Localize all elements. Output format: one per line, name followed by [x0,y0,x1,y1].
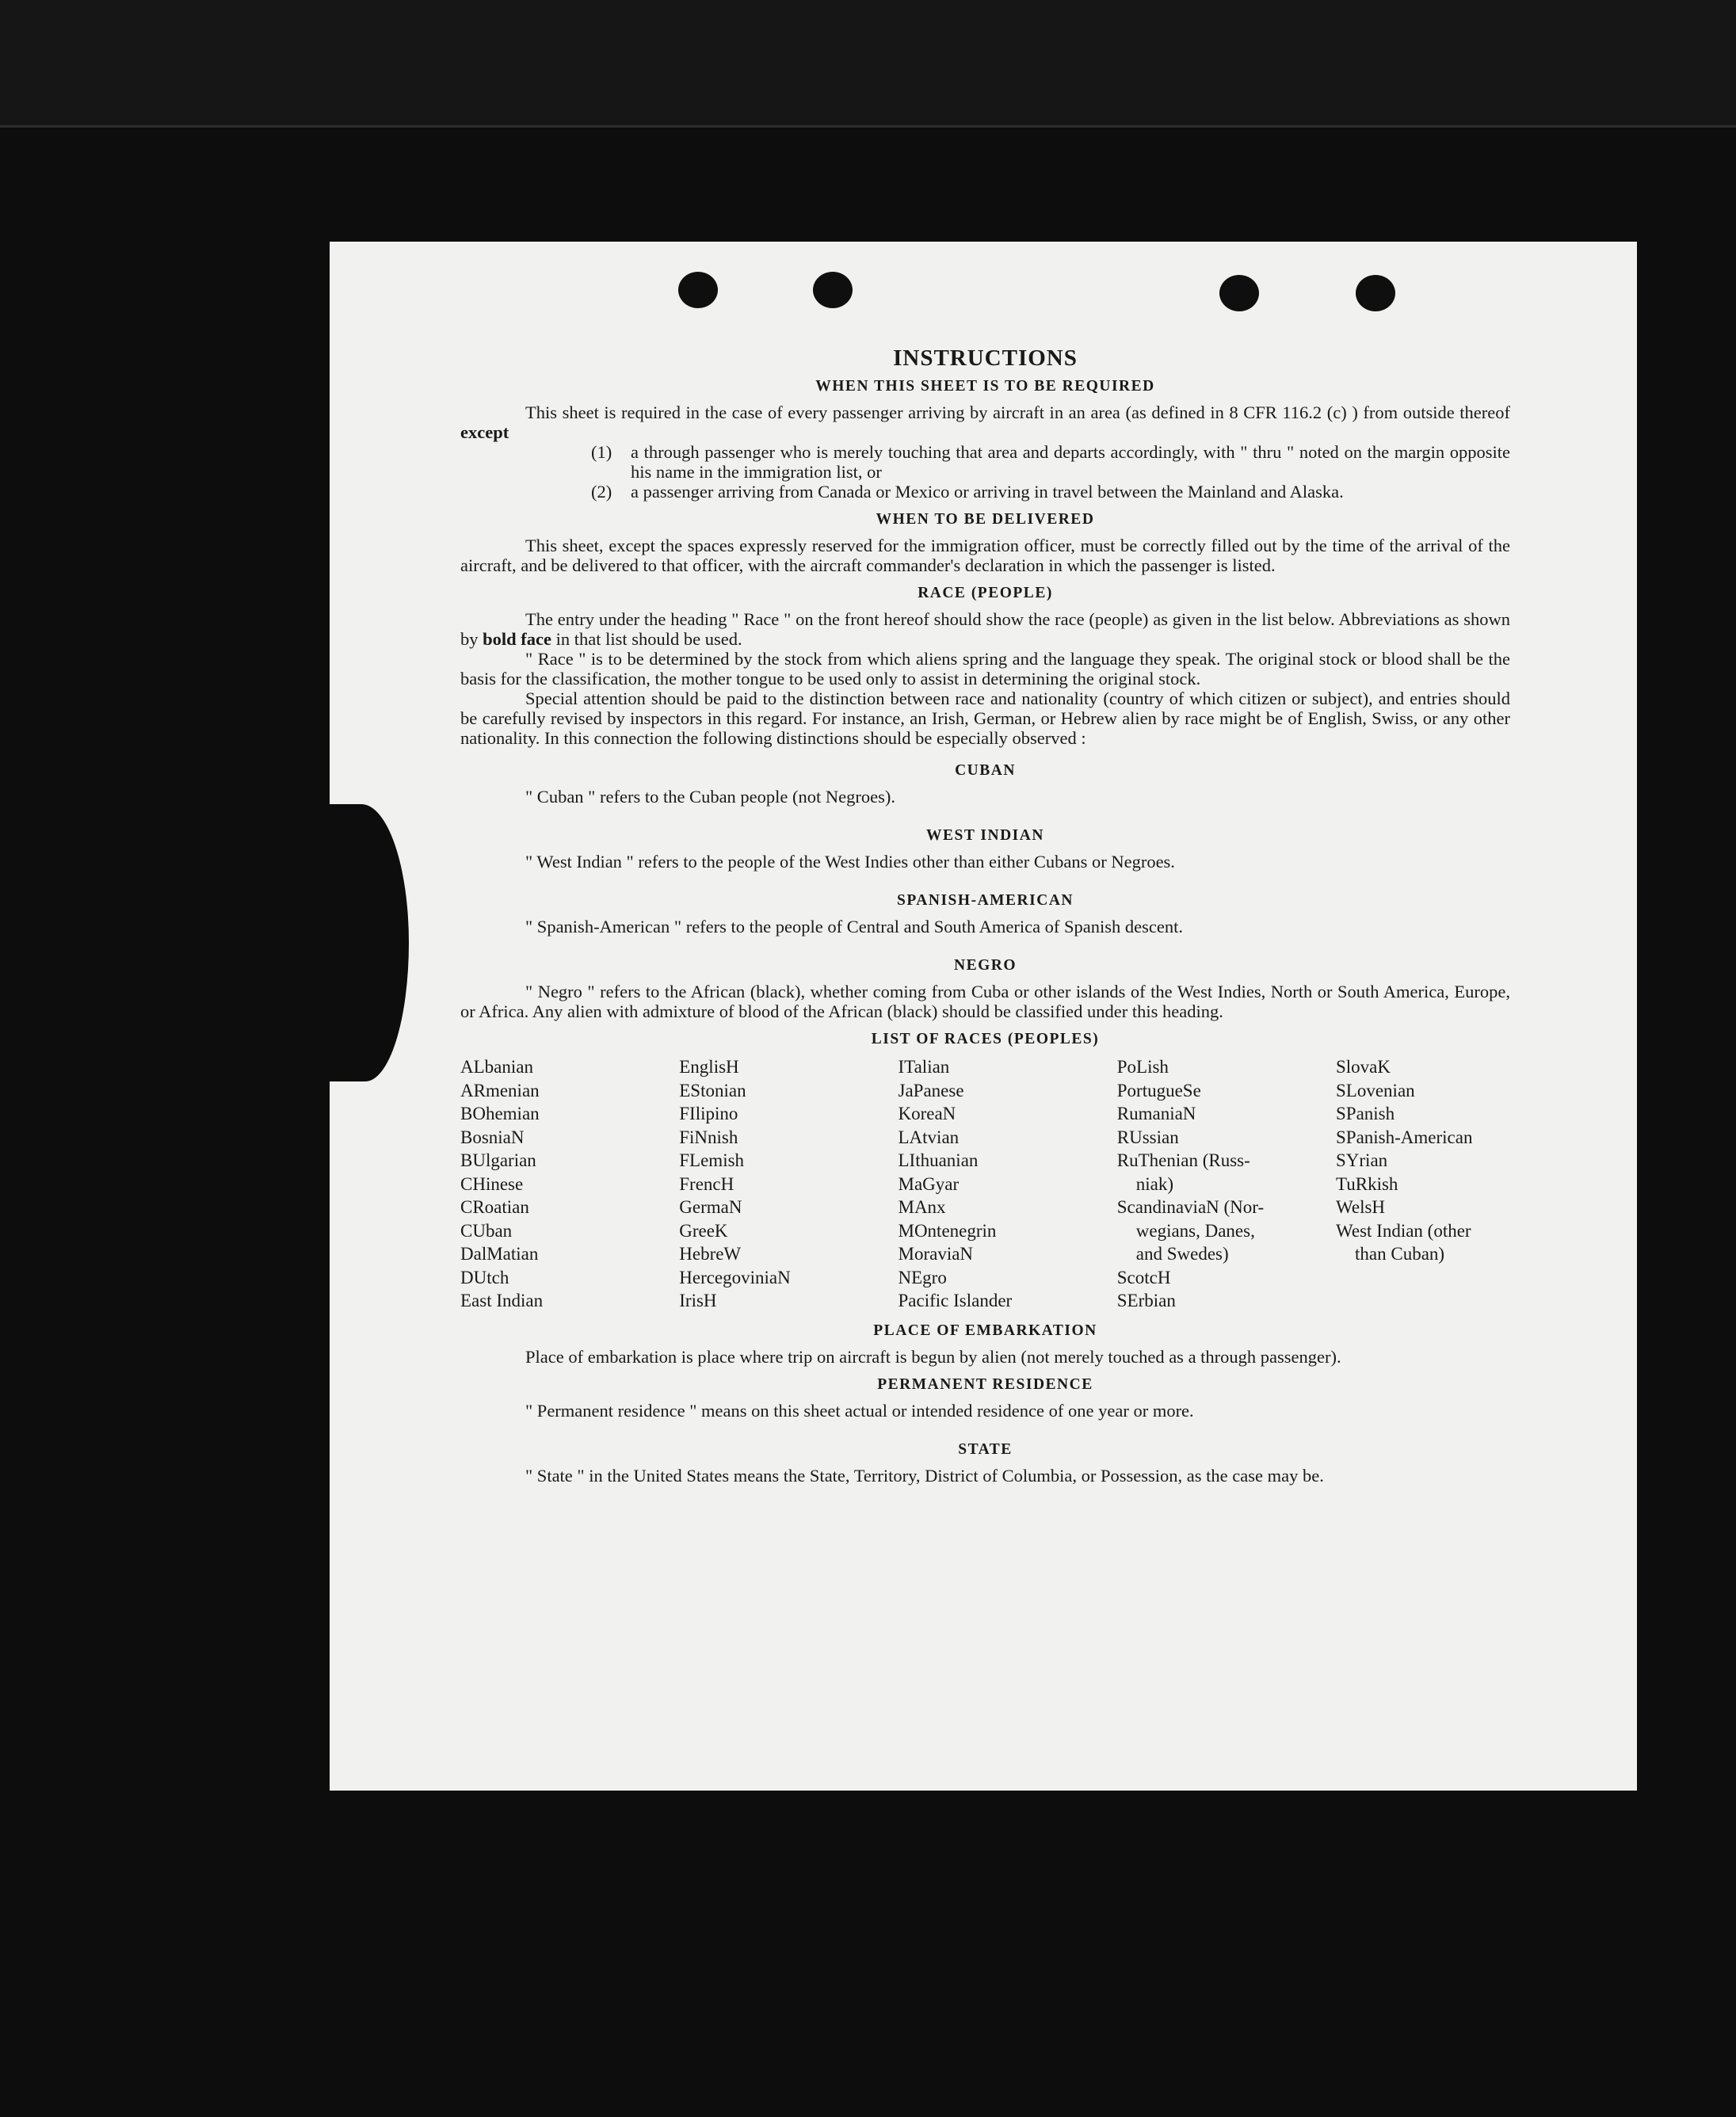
race-entry: East Indian [460,1291,544,1310]
punch-hole [1356,275,1395,311]
race-entry: BUlgarian [460,1150,536,1170]
paragraph: " Spanish-American " refers to the people of Central and South America of Spanish descent. [525,917,1184,936]
race-entry: DUtch [460,1267,509,1287]
punch-hole [678,272,718,308]
race-entry: SErbian [1116,1291,1176,1310]
section-heading: WHEN TO BE DELIVERED [876,511,1095,528]
torn-edge [330,804,409,1081]
race-entry-continued: niak) [1135,1173,1174,1194]
race-entry: EnglisH [679,1057,739,1077]
section-heading: LIST OF RACES (PEOPLES) [871,1031,1100,1047]
race-entry: ITalian [898,1057,950,1077]
race-entry: GermaN [679,1197,742,1217]
paragraph: Special attention should be paid to the distinction between race and nationality (country of which citizen or subject), and entries should be carefully revised by inspectors in this regard. For instance, an Irish, German, or Hebrew alien by race might be of English, Swiss, or any other nationality. In this connection the following distinctions should be especially observed : [460,689,1510,748]
race-entry: MaGyar [898,1173,960,1194]
race-entry: DalMatian [460,1244,539,1264]
race-entry: GreeK [679,1220,728,1241]
race-text: The entry under the heading " Race " on the front hereof should show the race (people) as given in the list below. Abbreviations as shown by [460,609,1510,649]
race-entry: ScotcH [1116,1267,1171,1287]
race-list [460,1055,1510,1313]
race-entry: MAnx [898,1197,946,1217]
race-entry: SLovenian [1336,1080,1415,1100]
race-entry: BOhemian [460,1104,540,1123]
paragraph: This sheet, except the spaces expressly reserved for the immigration officer, must be correctly filled out by the time of the arrival of the aircraft, and be delivered to that officer, with the aircraft commander's declaration in which the passenger is listed. [460,536,1510,575]
section-heading: CUBAN [955,762,1016,779]
race-column [679,1055,893,1313]
race-entry: West Indian (other [1336,1220,1471,1241]
race-entry-continued: and Swedes) [1135,1244,1229,1264]
item-number: (2) [591,482,612,502]
race-text: in that list should be used. [555,629,742,649]
film-border-top [0,0,1736,127]
race-entry: FrencH [679,1173,734,1194]
section-heading: PLACE OF EMBARKATION [873,1322,1097,1339]
list-item [591,482,1510,502]
race-entry: NEgro [898,1267,947,1287]
race-column [899,1055,1112,1313]
race-entry: KoreaN [898,1104,956,1123]
race-entry: IrisH [679,1291,717,1310]
intro-bold: except [460,422,509,442]
section-heading: WEST INDIAN [926,827,1044,844]
race-entry: SYrian [1336,1150,1388,1170]
paragraph: " Negro " refers to the African (black), whether coming from Cuba or other islands of the West Indies, North or South America, Europe, or Africa. Any alien with admixture of blood of the African (black) should be classified under this heading. [460,982,1510,1021]
race-entry: WelsH [1336,1197,1386,1217]
race-entry: ALbanian [460,1057,533,1077]
race-column [1336,1055,1510,1313]
race-entry: FLemish [679,1150,745,1170]
paragraph: " West Indian " refers to the people of the West Indies other than either Cubans or Negroes. [525,852,1175,872]
paragraph [460,402,1510,442]
race-column [460,1055,674,1313]
race-entry-continued: wegians, Danes, [1135,1220,1255,1241]
race-entry: CHinese [460,1173,524,1194]
paragraph: " Race " is to be determined by the stock from which aliens spring and the language they speak. The original stock or blood shall be the basis for the classification, the mother tongue to be used only to assist in determining the original stock. [460,649,1510,689]
section-heading: PERMANENT RESIDENCE [877,1375,1093,1393]
race-entry: PortugueSe [1116,1080,1201,1100]
race-entry: RuThenian (Russ- [1116,1150,1250,1170]
race-entry: LIthuanian [898,1150,979,1170]
race-entry: EStonian [679,1080,746,1100]
section-heading: RACE (PEOPLE) [918,585,1053,601]
spacer [460,1421,1510,1432]
race-entry: Pacific Islander [898,1291,1013,1310]
race-entry: RUssian [1116,1127,1179,1147]
section-heading: STATE [958,1440,1013,1458]
section-heading: NEGRO [953,957,1017,974]
item-text: a through passenger who is merely touching that area and departs accordingly, with " thru " noted on the margin opposite his name in the immigration list, or [631,442,1510,482]
race-bold: bold face [483,629,551,649]
paragraph: " Permanent residence " means on this sheet actual or intended residence of one year or more. [525,1400,1194,1421]
item-number: (1) [591,442,612,462]
intro-text: This sheet is required in the case of every passenger arriving by aircraft in an area (as defined in 8 CFR 116.2 (c) ) from outside thereof [525,402,1510,422]
race-entry: CRoatian [460,1197,529,1217]
paragraph: " State " in the United States means the State, Territory, District of Columbia, or Possession, as the case may be. [525,1465,1324,1486]
race-entry: HercegoviniaN [679,1267,791,1287]
race-entry: RumaniaN [1116,1104,1196,1123]
page-title: INSTRUCTIONS [893,345,1078,371]
race-entry: FIlipino [679,1104,738,1123]
race-entry: TuRkish [1336,1173,1398,1194]
item-text: a passenger arriving from Canada or Mexico or arriving in travel between the Mainland and Alaska. [631,482,1344,502]
race-entry: HebreW [679,1244,742,1264]
spacer [460,936,1510,948]
paragraph [460,609,1510,649]
spacer [460,807,1510,818]
document-sheet [330,242,1637,1791]
list-item [591,442,1510,482]
punch-hole [1219,275,1259,311]
race-entry: ScandinaviaN (Nor- [1116,1197,1265,1217]
section-heading: SPANISH-AMERICAN [897,892,1074,909]
race-entry-continued: than Cuban) [1355,1244,1445,1264]
paragraph: Place of embarkation is place where trip on aircraft is begun by alien (not merely touched as a through passenger). [525,1346,1341,1367]
race-entry: PoLish [1116,1057,1169,1077]
race-entry: SPanish [1336,1104,1395,1123]
race-entry: FiNnish [679,1127,738,1147]
punch-hole [813,272,853,308]
race-entry: LAtvian [898,1127,960,1147]
race-entry: SlovaK [1336,1057,1391,1077]
race-entry: MOntenegrin [898,1220,997,1241]
race-entry: SPanish-American [1336,1127,1473,1147]
race-entry: CUban [460,1220,513,1241]
race-entry: MoraviaN [898,1244,974,1264]
race-entry: BosniaN [460,1127,525,1147]
spacer [460,872,1510,883]
paragraph: " Cuban " refers to the Cuban people (not Negroes). [525,787,895,807]
section-heading: WHEN THIS SHEET IS TO BE REQUIRED [815,378,1155,395]
spacer [460,748,1510,753]
film-divider [0,125,1736,128]
race-entry: ARmenian [460,1080,540,1100]
race-entry: JaPanese [898,1080,964,1100]
instructions-content [460,345,1510,1486]
race-column [1117,1055,1331,1313]
